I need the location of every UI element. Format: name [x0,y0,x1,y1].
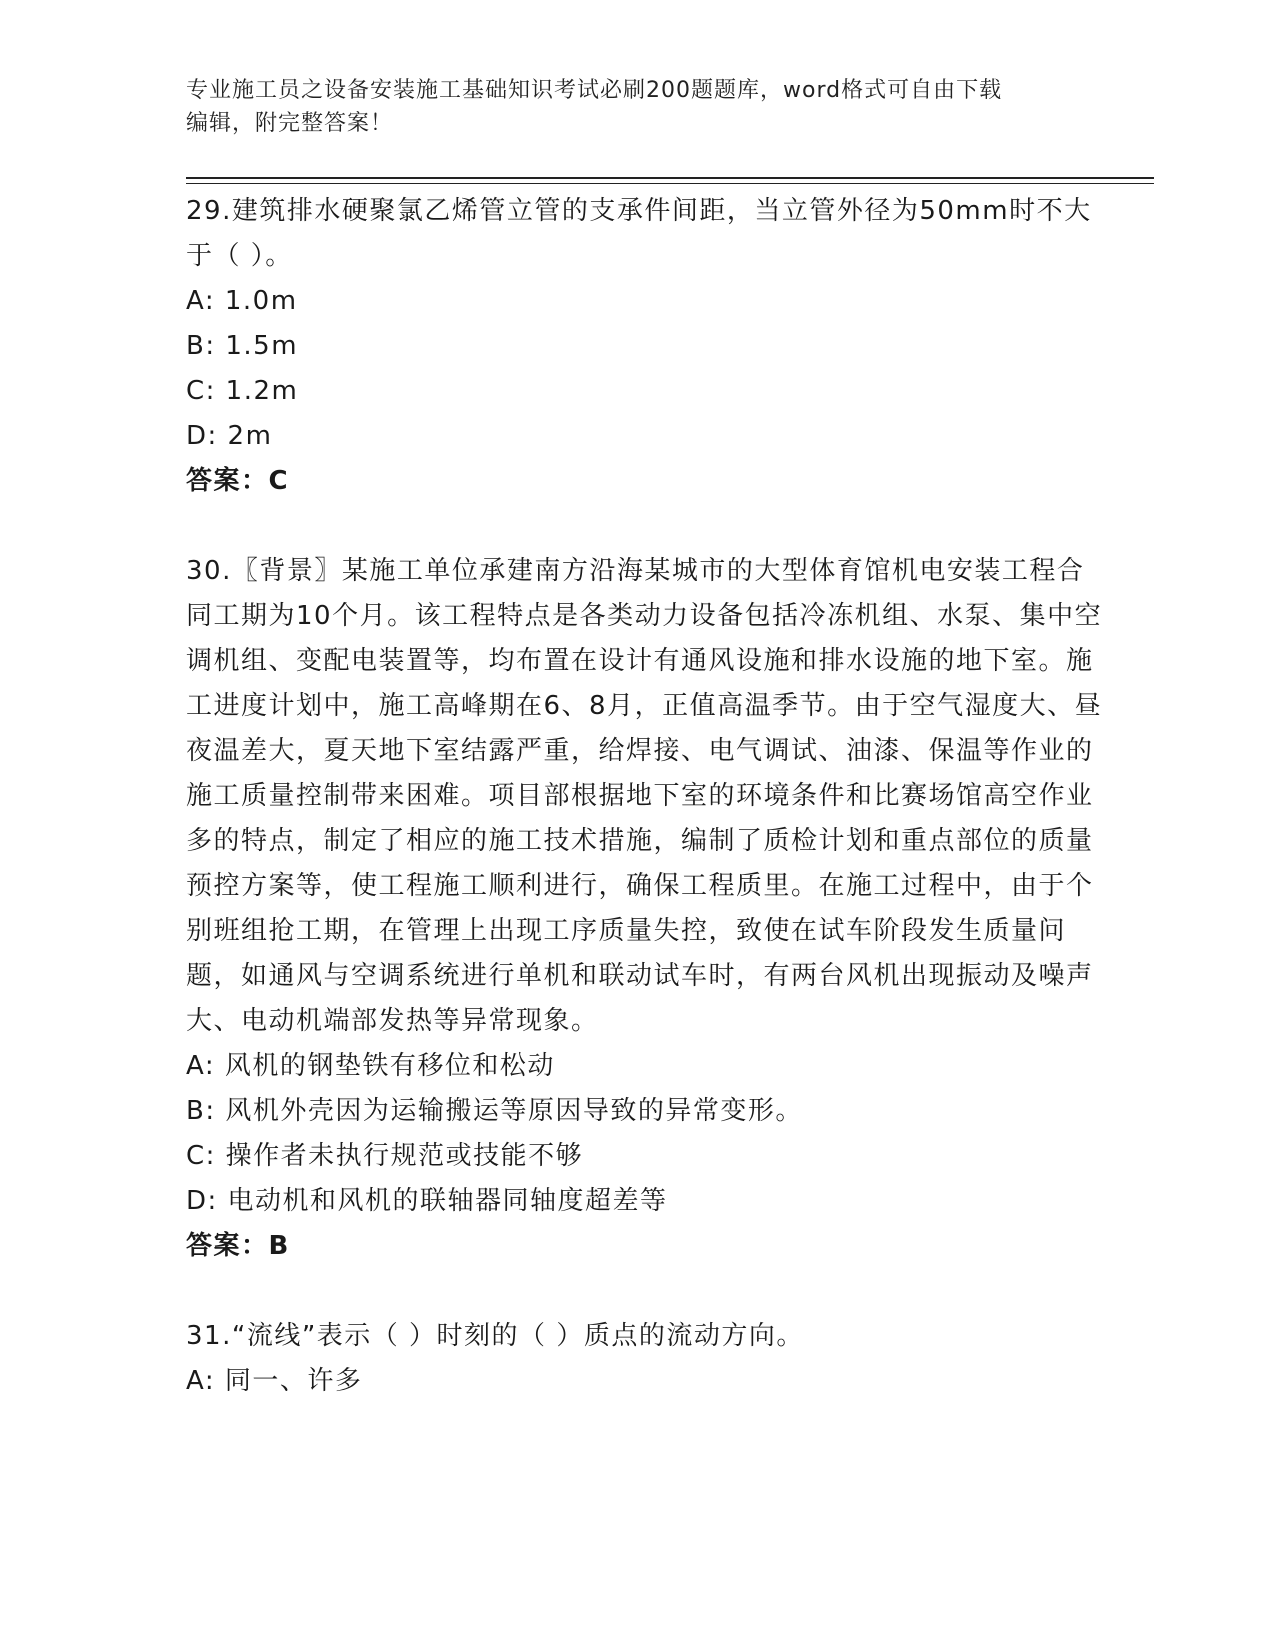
header-divider-thick [186,177,1154,179]
question-list [186,189,1106,1404]
header-divider-thin [186,183,1154,184]
option-c: C: 1.2m [186,376,299,406]
question-stem: 30.〖背景〗某施工单位承建南方沿海某城市的大型体育馆机电安装工程合同工期为10个月。该工程特点是各类动力设备包括冷冻机组、水泵、集中空调机组、变配电装置等，均布置在设计有通风设施和排水设施的地下室。施工进度计划中，施工高峰期在6、8月，正值高温季节。由于空气湿度大、昼夜温差大，夏天地下室结露严重，给焊接、电气调试、油漆、保温等作业的施工质量控制带来困难。项目部根据地下室的环境条件和比赛场馆高空作业多的特点，制定了相应的施工技术措施，编制了质检计划和重点部位的质量预控方案等，使工程施工顺利进行，确保工程质里。在施工过程中，由于个别班组抢工期，在管理上出现工序质量失控，致使在试车阶段发生质量问题，如通风与空调系统进行单机和联动试车时，有两台风机出现振动及噪声大、电动机端部发热等异常现象。 [186,556,1103,1036]
header-title-line-2: 编辑，附完整答案！ [186,111,394,136]
option-d: D: 2m [186,421,273,451]
question-stem: 31.“流线”表示（ ）时刻的（ ）质点的流动方向。 [186,1321,804,1351]
answer-label: 答案：C [186,466,290,496]
option-b: B: 1.5m [186,331,299,361]
question-29 [186,189,1106,504]
option-b: B: 风机外壳因为运输搬运等原因导致的异常变形。 [186,1096,803,1126]
question-30 [186,549,1106,1269]
answer-label: 答案：B [186,1231,290,1261]
option-c: C: 操作者未执行规范或技能不够 [186,1141,584,1171]
header-title-line-1: 专业施工员之设备安装施工基础知识考试必刷200题题库，word格式可自由下载 [186,78,1003,103]
question-stem: 29.建筑排水硬聚氯乙烯管立管的支承件间距，当立管外径为50mm时不大于（ ）。 [186,196,1092,271]
option-a: A: 同一、许多 [186,1366,363,1396]
option-a: A: 1.0m [186,286,298,316]
option-d: D: 电动机和风机的联轴器同轴度超差等 [186,1186,668,1216]
option-a: A: 风机的钢垫铁有移位和松动 [186,1051,555,1081]
question-31 [186,1314,1106,1404]
document-header [186,74,1066,140]
